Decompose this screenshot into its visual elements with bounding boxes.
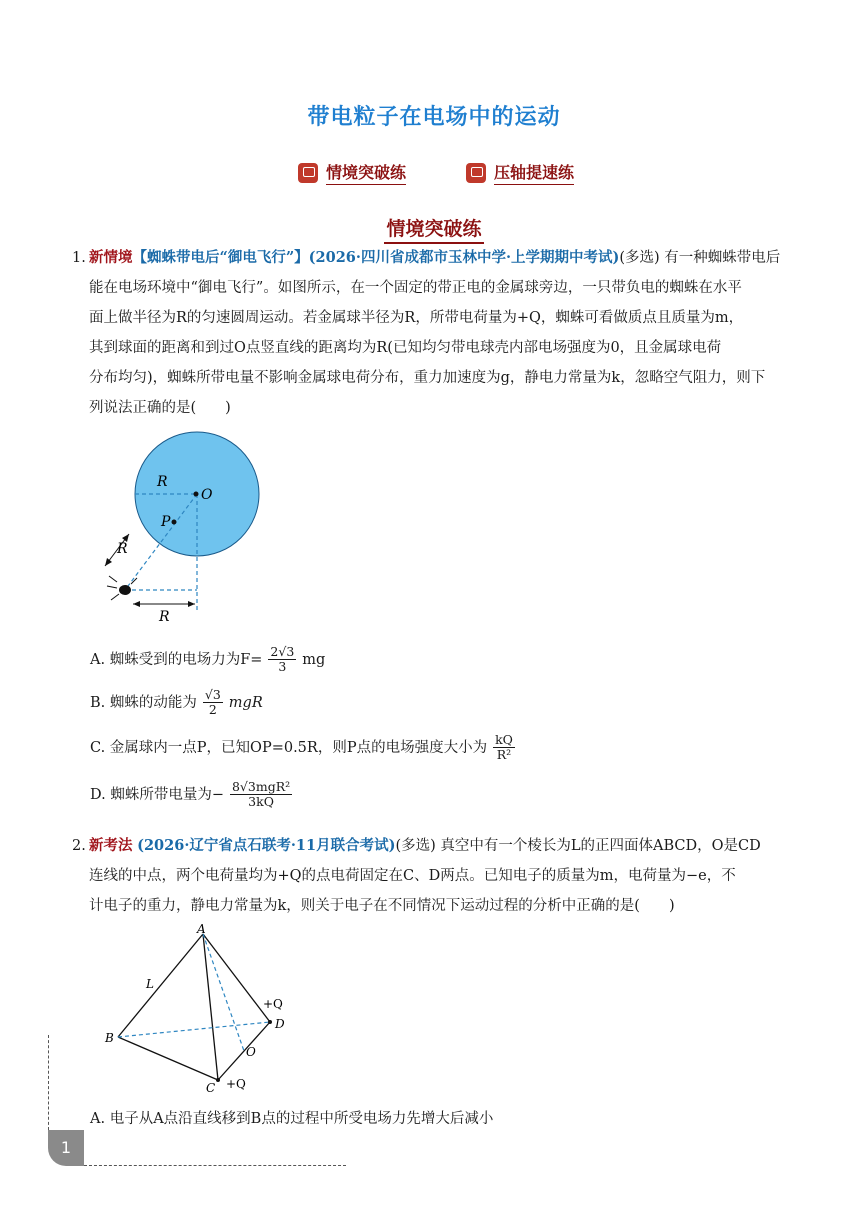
q2-tag: 新考法 [89,837,133,854]
q1-option-b[interactable]: B. 蜘蛛的动能为 $\frac{√3}{2}$ mgR [90,687,263,717]
q2-option-a[interactable]: A. 电子从A点沿直线移到B点的过程中所受电场力先增大后减小 [90,1111,494,1127]
nav-icon [298,163,318,183]
question-1-text: 1. 新情境【蜘蛛带电后“御电飞行”】(2026·四川省成都市玉林中学·上学期期中考试)(多选) 有一种蜘蛛带电后 能在电场环境中“御电飞行”。如图所示，在一个固定的带正电的金属球旁边，一只带负电的蜘蛛在水平 面上做半径为R的匀速圆周运动。若金属球半径为R，所带电荷量为+Q，蜘蛛可看做质点且质量为m， 其到球面的距离和到过O点竖直线的距离均为R(已知均匀带电球壳内部电场强度为0，且金属球电荷 分布均匀)，蜘蛛所带电量不影响金属球电荷分布，重力加速度为g，静电力常量为k，忽略空气阻力，则下 列说法正确的是( ) [72,249,781,416]
nav-icon [466,163,486,183]
svg-text:D: D [275,1017,285,1031]
q1-option-c[interactable]: C. 金属球内一点P，已知OP=0.5R，则P点的电场强度大小为 $\frac{kQ}{\text{R²}}$ [90,732,513,762]
q1-tag: 新情境 [89,249,133,266]
svg-text:P: P [161,514,171,530]
svg-text:O: O [201,487,213,503]
q2-figure-tetrahedron [100,922,300,1092]
page-border-vertical [48,1035,49,1130]
svg-text:A: A [197,922,206,936]
page-border-horizontal [84,1165,346,1166]
nav-link-scenario[interactable] [298,160,406,185]
section-title: 情境突破练 [0,214,868,241]
q1-option-a[interactable]: A. 蜘蛛受到的电场力为F= $\frac{2√3}{3}$ mg [90,644,326,674]
page-title: 带电粒子在电场中的运动 [307,105,561,130]
q1-figure-sphere [95,430,285,630]
svg-text:O: O [246,1045,256,1059]
q1-option-d[interactable]: D. 蜘蛛所带电量为− $\frac{\text{8√3mgR²}}{3kQ}$ [90,779,291,809]
q1-source: 【蜘蛛带电后“御电飞行”】(2026·四川省成都市玉林中学·上学期期中考试) [132,249,620,266]
nav-link-label: 压轴提速练 [494,160,574,185]
svg-text:L: L [146,977,154,991]
svg-text:C: C [206,1081,216,1092]
question-2-text: 2. 新考法 (2026·辽宁省点石联考·11月联合考试)(多选) 真空中有一个棱长为L的正四面体ABCD，O是CD 连线的中点，两个电荷量均为+Q的点电荷固定在C、D两点。已知电子的质量为m，电荷量为−e，不 计电子的重力，静电力常量为k，则关于电子在不同情况下运动过程的分析中正确的是( ) [72,837,761,914]
svg-text:B: B [105,1031,114,1045]
page-number: 1 [48,1130,84,1166]
svg-text:+Q: +Q [263,997,283,1011]
svg-text:+Q: +Q [226,1077,246,1091]
svg-text:R: R [159,609,170,625]
nav-link-challenge[interactable] [466,160,574,185]
svg-text:R: R [157,474,168,490]
svg-text:R: R [117,541,128,557]
q2-source: (2026·辽宁省点石联考·11月联合考试) [137,837,396,854]
nav-link-label: 情境突破练 [326,160,406,185]
